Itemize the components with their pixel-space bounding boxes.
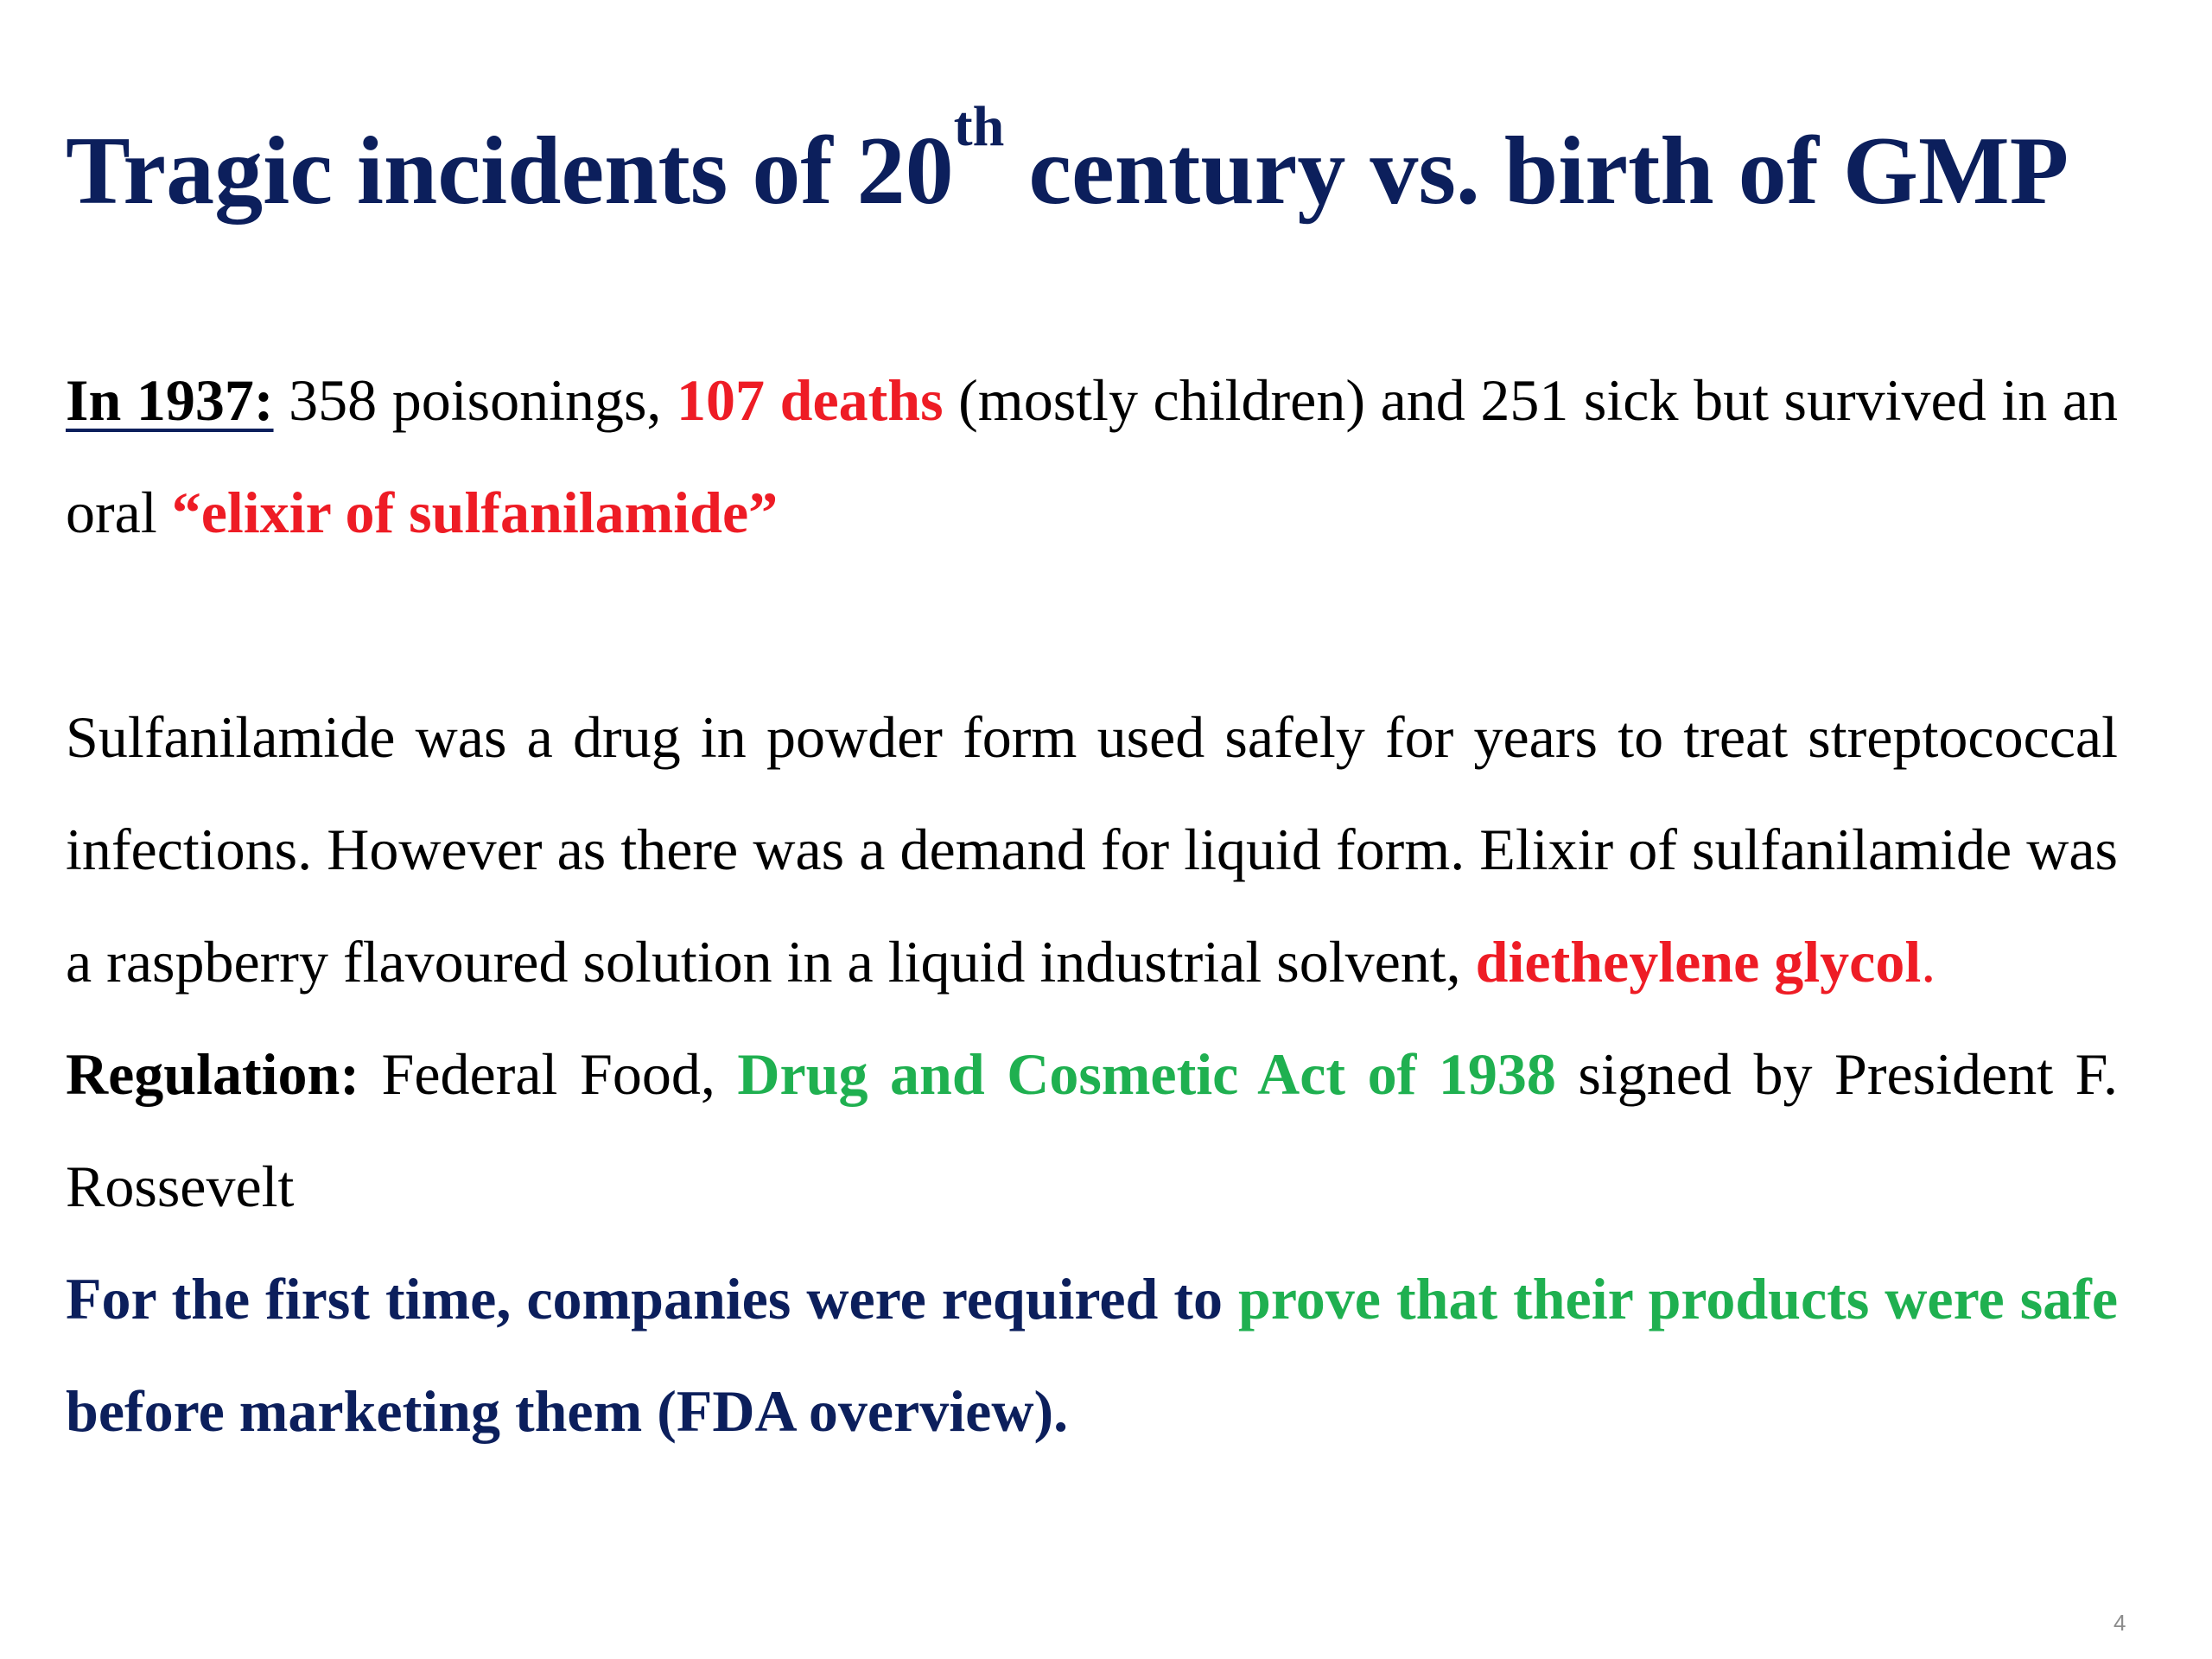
- paragraph-sulfanilamide: [66, 681, 2118, 1018]
- slide-body: [66, 344, 2118, 1467]
- paragraph3-text1: Federal Food,: [359, 1041, 738, 1107]
- safety-highlight: prove that their products were safe: [1238, 1266, 2118, 1332]
- elixir-highlight: “elixir of sulfanilamide”: [171, 480, 779, 545]
- paragraph1-text2: (mostly children) and 251 sick but survived in an oral: [66, 367, 2118, 545]
- paragraph-spacer: [66, 569, 2118, 681]
- paragraph-regulation: [66, 1018, 2118, 1243]
- paragraph-1937-incident: [66, 344, 2118, 569]
- paragraph1-text1: 358 poisonings,: [273, 367, 677, 433]
- paragraph2-text1: Sulfanilamide was a drug in powder form used safely for years to treat streptococcal infections. However as there was a demand for liquid form. Elixir of sulfanilamide was a raspberry flavoured solution in a liquid industrial solvent,: [66, 704, 2118, 995]
- act-highlight: Drug and Cosmetic Act of 1938: [737, 1041, 1556, 1107]
- paragraph4-text1: For the first time, companies were required to: [66, 1266, 1239, 1332]
- title-superscript: th: [953, 95, 1005, 158]
- slide-title: [66, 95, 2157, 232]
- deaths-highlight: 107 deaths: [677, 367, 944, 433]
- title-text-before: Tragic incidents of 20: [66, 118, 954, 225]
- solvent-highlight: dietheylene glycol: [1475, 929, 1922, 995]
- paragraph3-text2: signed by President F. Rossevelt: [66, 1041, 2119, 1219]
- paragraph-first-time: [66, 1243, 2118, 1467]
- title-text-after: century vs. birth of GMP: [1004, 118, 2069, 225]
- page-number: 4: [2113, 1610, 2126, 1636]
- regulation-label: Regulation:: [66, 1041, 359, 1107]
- year-label: In 1937:: [66, 367, 274, 433]
- paragraph2-end: .: [1921, 929, 1936, 995]
- paragraph4-text2: before marketing them (FDA overview).: [66, 1378, 1069, 1444]
